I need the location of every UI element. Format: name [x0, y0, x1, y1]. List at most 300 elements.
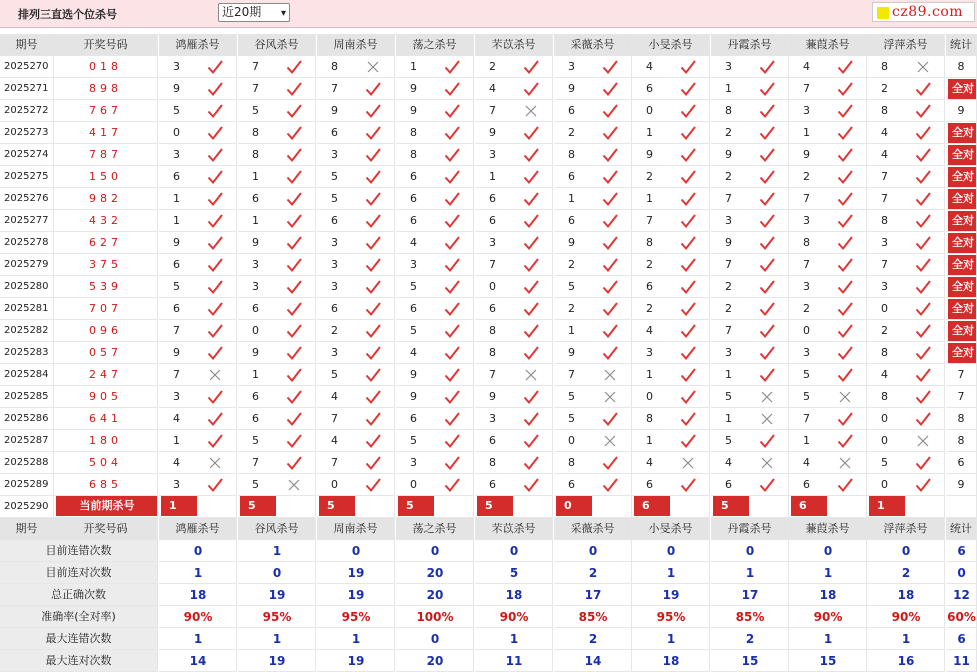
- issue-number: 2025286: [0, 408, 54, 430]
- kill-number: 9: [410, 104, 417, 117]
- all-correct-badge: 全对: [948, 189, 977, 209]
- check-icon: [365, 147, 381, 163]
- draw-numbers: 685: [54, 474, 158, 496]
- cross-icon: [602, 389, 618, 405]
- all-correct-badge: 全对: [948, 79, 977, 99]
- expert-header: 谷风杀号: [238, 34, 316, 56]
- kill-number: 3: [173, 478, 180, 491]
- check-icon: [286, 147, 302, 163]
- check-icon: [286, 169, 302, 185]
- summary-total-cell: [946, 650, 977, 672]
- expert-kill-cell: [554, 56, 632, 78]
- kill-number: 9: [252, 236, 259, 249]
- cross-icon: [207, 367, 223, 383]
- kill-number: 6: [410, 302, 417, 315]
- summary-value-cell: [475, 540, 553, 562]
- expert-header: 芣苡杀号: [475, 34, 553, 56]
- expert-kill-cell: [711, 100, 789, 122]
- cross-icon: [915, 59, 931, 75]
- summary-value-cell: [789, 650, 867, 672]
- expert-kill-cell: [159, 166, 237, 188]
- expert-kill-cell: [238, 100, 316, 122]
- expert-kill-cell: [711, 408, 789, 430]
- summary-value: 0: [193, 544, 203, 558]
- kill-number: 2: [646, 302, 653, 315]
- kill-number: 6: [410, 192, 417, 205]
- expert-kill-cell: [632, 122, 710, 144]
- kill-number: 4: [803, 456, 810, 469]
- stat-header: 统计: [946, 34, 977, 56]
- check-icon: [444, 103, 460, 119]
- check-icon: [759, 279, 775, 295]
- summary-value: 19: [347, 566, 365, 580]
- expert-kill-cell: [867, 100, 945, 122]
- check-icon: [444, 147, 460, 163]
- table-row: [0, 56, 977, 78]
- kill-number: 8: [489, 346, 496, 359]
- all-correct-badge: 全对: [948, 145, 977, 165]
- expert-kill-cell: [867, 144, 945, 166]
- check-icon: [286, 191, 302, 207]
- check-icon: [365, 367, 381, 383]
- kill-number: 6: [173, 302, 180, 315]
- kill-number: 7: [331, 82, 338, 95]
- check-icon: [915, 279, 931, 295]
- check-icon: [680, 235, 696, 251]
- expert-kill-cell: [475, 210, 553, 232]
- row-stat: 7: [946, 364, 977, 386]
- check-icon: [837, 477, 853, 493]
- summary-total-cell: [946, 562, 977, 584]
- expert-kill-cell: [711, 298, 789, 320]
- expert-kill-cell: [867, 364, 945, 386]
- kill-number: 7: [803, 82, 810, 95]
- check-icon: [837, 301, 853, 317]
- kill-number: 9: [410, 368, 417, 381]
- check-icon: [915, 389, 931, 405]
- check-icon: [680, 411, 696, 427]
- kill-number: 8: [489, 324, 496, 337]
- kill-number: 6: [252, 390, 259, 403]
- kill-number: 3: [489, 236, 496, 249]
- summary-value: 0: [745, 544, 755, 558]
- check-icon: [915, 301, 931, 317]
- summary-total-cell: [946, 606, 977, 628]
- kill-number: 0: [881, 412, 888, 425]
- expert-kill-cell: [238, 122, 316, 144]
- expert-header: 小旻杀号: [632, 518, 710, 540]
- page-title: 排列三直选个位杀号: [18, 8, 117, 21]
- expert-header: 浮萍杀号: [867, 518, 945, 540]
- summary-value-cell: [238, 650, 316, 672]
- summary-total-cell: [946, 584, 977, 606]
- check-icon: [915, 477, 931, 493]
- all-correct-badge: 全对: [948, 233, 977, 253]
- expert-header: 蒹葭杀号: [789, 518, 867, 540]
- expert-kill-cell: [238, 276, 316, 298]
- summary-value-cell: [238, 562, 316, 584]
- kill-number: 1: [489, 170, 496, 183]
- summary-value: 0: [588, 544, 598, 558]
- kill-number: 5: [252, 478, 259, 491]
- expert-kill-cell: [867, 210, 945, 232]
- expert-kill-cell: [238, 144, 316, 166]
- check-icon: [207, 191, 223, 207]
- issue-number: 2025281: [0, 298, 54, 320]
- kill-number: 3: [252, 258, 259, 271]
- expert-kill-cell: [475, 56, 553, 78]
- kill-number: 1: [173, 192, 180, 205]
- summary-row: [0, 584, 977, 606]
- check-icon: [523, 213, 539, 229]
- kill-number: 5: [803, 390, 810, 403]
- check-icon: [915, 147, 931, 163]
- expert-kill-cell: [789, 430, 867, 452]
- summary-value: 14: [189, 654, 207, 668]
- current-kill-cell: [238, 496, 316, 518]
- table-row: [0, 342, 977, 364]
- current-period-row: [0, 496, 977, 518]
- summary-value: 19: [268, 588, 286, 602]
- expert-kill-cell: [632, 452, 710, 474]
- summary-value-cell: [867, 650, 945, 672]
- summary-value: 1: [666, 632, 676, 646]
- kill-number: 0: [881, 434, 888, 447]
- summary-value-cell: [632, 606, 710, 628]
- summary-value: 15: [819, 654, 837, 668]
- kill-number: 3: [252, 280, 259, 293]
- summary-row: [0, 540, 977, 562]
- issue-number: 2025289: [0, 474, 54, 496]
- check-icon: [286, 301, 302, 317]
- check-icon: [286, 235, 302, 251]
- kill-number: 7: [646, 214, 653, 227]
- expert-kill-cell: [711, 122, 789, 144]
- summary-value-cell: [475, 562, 553, 584]
- kill-number: 5: [331, 170, 338, 183]
- check-icon: [444, 345, 460, 361]
- expert-kill-cell: [396, 386, 474, 408]
- expert-kill-cell: [789, 254, 867, 276]
- expert-kill-cell: [554, 474, 632, 496]
- issue-number: 2025277: [0, 210, 54, 232]
- summary-row: [0, 606, 977, 628]
- expert-kill-cell: [159, 430, 237, 452]
- check-icon: [837, 59, 853, 75]
- current-label-cell: [54, 496, 158, 518]
- expert-kill-cell: [317, 188, 395, 210]
- expert-kill-cell: [711, 210, 789, 232]
- check-icon: [759, 191, 775, 207]
- kill-number: 4: [331, 434, 338, 447]
- expert-kill-cell: [475, 232, 553, 254]
- kill-number: 3: [173, 390, 180, 403]
- expert-kill-cell: [396, 320, 474, 342]
- check-icon: [759, 235, 775, 251]
- check-icon: [207, 125, 223, 141]
- expert-header: 周南杀号: [317, 518, 395, 540]
- expert-kill-cell: [632, 474, 710, 496]
- kill-number: 2: [803, 302, 810, 315]
- expert-kill-cell: [711, 254, 789, 276]
- check-icon: [523, 411, 539, 427]
- check-icon: [523, 323, 539, 339]
- kill-number: 8: [881, 390, 888, 403]
- expert-kill-cell: [867, 56, 945, 78]
- summary-value-cell: [159, 650, 237, 672]
- summary-value-cell: [711, 540, 789, 562]
- summary-value: 100%: [416, 610, 454, 624]
- kill-number: 8: [331, 60, 338, 73]
- expert-kill-cell: [238, 364, 316, 386]
- check-icon: [444, 455, 460, 471]
- current-kill-cell: [554, 496, 632, 518]
- expert-header: 鸿雁杀号: [159, 34, 237, 56]
- kill-number: 4: [646, 60, 653, 73]
- kill-number: 3: [173, 148, 180, 161]
- summary-value-cell: [159, 562, 237, 584]
- expert-kill-cell: [317, 232, 395, 254]
- kill-number: 5: [881, 456, 888, 469]
- expert-kill-cell: [159, 144, 237, 166]
- kill-number: 1: [725, 82, 732, 95]
- check-icon: [444, 169, 460, 185]
- summary-total-cell: [946, 628, 977, 650]
- kill-number: 1: [173, 434, 180, 447]
- expert-header: 荡之杀号: [396, 518, 474, 540]
- draw-numbers: 787: [54, 144, 158, 166]
- summary-value: 19: [268, 654, 286, 668]
- kill-number: 8: [646, 236, 653, 249]
- kill-number: 5: [725, 390, 732, 403]
- table-row: [0, 144, 977, 166]
- expert-kill-cell: [396, 144, 474, 166]
- draw-numbers: 150: [54, 166, 158, 188]
- expert-kill-cell: [475, 276, 553, 298]
- check-icon: [365, 169, 381, 185]
- check-icon: [365, 301, 381, 317]
- check-icon: [680, 169, 696, 185]
- summary-value: 0: [272, 566, 282, 580]
- kill-number: 2: [881, 324, 888, 337]
- check-icon: [602, 477, 618, 493]
- all-correct-badge: 全对: [948, 167, 977, 187]
- check-icon: [837, 147, 853, 163]
- check-icon: [365, 411, 381, 427]
- issue-number: 2025271: [0, 78, 54, 100]
- check-icon: [837, 279, 853, 295]
- check-icon: [915, 257, 931, 273]
- expert-kill-cell: [317, 78, 395, 100]
- expert-kill-cell: [475, 188, 553, 210]
- summary-value-cell: [789, 628, 867, 650]
- check-icon: [680, 257, 696, 273]
- expert-kill-cell: [396, 254, 474, 276]
- expert-kill-cell: [632, 386, 710, 408]
- kill-number: 0: [568, 434, 575, 447]
- row-stat: 7: [946, 386, 977, 408]
- summary-value-cell: [238, 584, 316, 606]
- expert-kill-cell: [711, 386, 789, 408]
- expert-kill-cell: [711, 276, 789, 298]
- kill-number: 6: [331, 214, 338, 227]
- expert-kill-cell: [554, 166, 632, 188]
- summary-value-cell: [711, 606, 789, 628]
- check-icon: [365, 345, 381, 361]
- expert-kill-cell: [238, 320, 316, 342]
- expert-kill-cell: [396, 452, 474, 474]
- draw-numbers: 180: [54, 430, 158, 452]
- table-row: [0, 188, 977, 210]
- current-kill-label: 当前期杀号: [56, 496, 158, 516]
- check-icon: [602, 125, 618, 141]
- draw-numbers: 096: [54, 320, 158, 342]
- kill-number: 4: [410, 346, 417, 359]
- summary-value-cell: [317, 628, 395, 650]
- issue-number: 2025287: [0, 430, 54, 452]
- table-row: [0, 452, 977, 474]
- summary-value: 1: [193, 632, 203, 646]
- current-kill-number: 6: [791, 496, 827, 516]
- kill-number: 5: [252, 434, 259, 447]
- summary-value: 0: [509, 544, 519, 558]
- kill-number: 9: [331, 104, 338, 117]
- kill-number: 2: [568, 258, 575, 271]
- kill-number: 8: [881, 104, 888, 117]
- check-icon: [602, 59, 618, 75]
- draw-numbers: 627: [54, 232, 158, 254]
- check-icon: [365, 257, 381, 273]
- kill-number: 1: [646, 434, 653, 447]
- expert-kill-cell: [317, 210, 395, 232]
- summary-value: 1: [745, 566, 755, 580]
- current-kill-cell: [475, 496, 553, 518]
- expert-kill-cell: [159, 188, 237, 210]
- kill-number: 3: [568, 60, 575, 73]
- check-icon: [759, 169, 775, 185]
- expert-kill-cell: [238, 298, 316, 320]
- table-row: [0, 474, 977, 496]
- kill-number: 9: [252, 346, 259, 359]
- expert-kill-cell: [789, 386, 867, 408]
- kill-number: 8: [410, 148, 417, 161]
- kill-number: 3: [725, 214, 732, 227]
- kill-number: 1: [410, 60, 417, 73]
- summary-value-cell: [238, 606, 316, 628]
- summary-value: 95%: [262, 610, 292, 624]
- check-icon: [759, 323, 775, 339]
- expert-kill-cell: [238, 452, 316, 474]
- row-stat: [946, 232, 977, 254]
- summary-value-cell: [632, 584, 710, 606]
- kill-number: 3: [489, 412, 496, 425]
- issue-number: 2025275: [0, 166, 54, 188]
- row-stat: [946, 144, 977, 166]
- summary-row: [0, 562, 977, 584]
- check-icon: [207, 213, 223, 229]
- summary-label: 最大连对次数: [0, 650, 158, 672]
- table-row: [0, 232, 977, 254]
- check-icon: [602, 169, 618, 185]
- summary-value-cell: [475, 650, 553, 672]
- check-icon: [523, 279, 539, 295]
- check-icon: [680, 477, 696, 493]
- issue-number: 2025282: [0, 320, 54, 342]
- kill-number: 8: [568, 148, 575, 161]
- all-correct-badge: 全对: [948, 255, 977, 275]
- summary-value: 2: [588, 566, 598, 580]
- kill-number: 7: [489, 368, 496, 381]
- expert-kill-cell: [632, 210, 710, 232]
- check-icon: [759, 477, 775, 493]
- summary-value-cell: [396, 540, 474, 562]
- check-icon: [680, 345, 696, 361]
- check-icon: [680, 191, 696, 207]
- check-icon: [837, 235, 853, 251]
- kill-number: 6: [489, 302, 496, 315]
- check-icon: [759, 301, 775, 317]
- issue-header: 期号: [0, 34, 54, 56]
- check-icon: [523, 433, 539, 449]
- expert-kill-cell: [789, 298, 867, 320]
- issue-number: 2025283: [0, 342, 54, 364]
- kill-number: 9: [646, 148, 653, 161]
- expert-kill-cell: [475, 386, 553, 408]
- expert-kill-cell: [632, 56, 710, 78]
- kill-number: 4: [646, 324, 653, 337]
- summary-total: 11: [953, 654, 970, 668]
- expert-kill-cell: [554, 364, 632, 386]
- period-select[interactable]: [218, 3, 290, 22]
- check-icon: [837, 213, 853, 229]
- check-icon: [759, 81, 775, 97]
- table-row: [0, 210, 977, 232]
- summary-total: 0: [957, 566, 966, 580]
- kill-number: 2: [725, 170, 732, 183]
- kill-number: 4: [881, 148, 888, 161]
- check-icon: [286, 323, 302, 339]
- check-icon: [680, 213, 696, 229]
- kill-number: 7: [803, 412, 810, 425]
- expert-kill-cell: [632, 100, 710, 122]
- table-row: [0, 254, 977, 276]
- draw-numbers: 504: [54, 452, 158, 474]
- check-icon: [915, 411, 931, 427]
- check-icon: [837, 345, 853, 361]
- check-icon: [286, 389, 302, 405]
- row-stat: [946, 122, 977, 144]
- kill-number: 7: [725, 324, 732, 337]
- check-icon: [286, 345, 302, 361]
- kill-number: 6: [568, 104, 575, 117]
- check-icon: [915, 191, 931, 207]
- all-correct-badge: 全对: [948, 123, 977, 143]
- summary-value: 18: [505, 588, 523, 602]
- check-icon: [837, 323, 853, 339]
- period-select-value: 近20期: [222, 5, 262, 19]
- kill-number: 3: [331, 148, 338, 161]
- check-icon: [207, 279, 223, 295]
- expert-kill-cell: [789, 166, 867, 188]
- check-icon: [286, 433, 302, 449]
- check-icon: [207, 59, 223, 75]
- summary-value: 15: [741, 654, 759, 668]
- kill-number: 6: [410, 412, 417, 425]
- site-logo[interactable]: [872, 2, 975, 22]
- kill-number: 7: [803, 192, 810, 205]
- summary-value-cell: [554, 562, 632, 584]
- kill-number: 5: [173, 280, 180, 293]
